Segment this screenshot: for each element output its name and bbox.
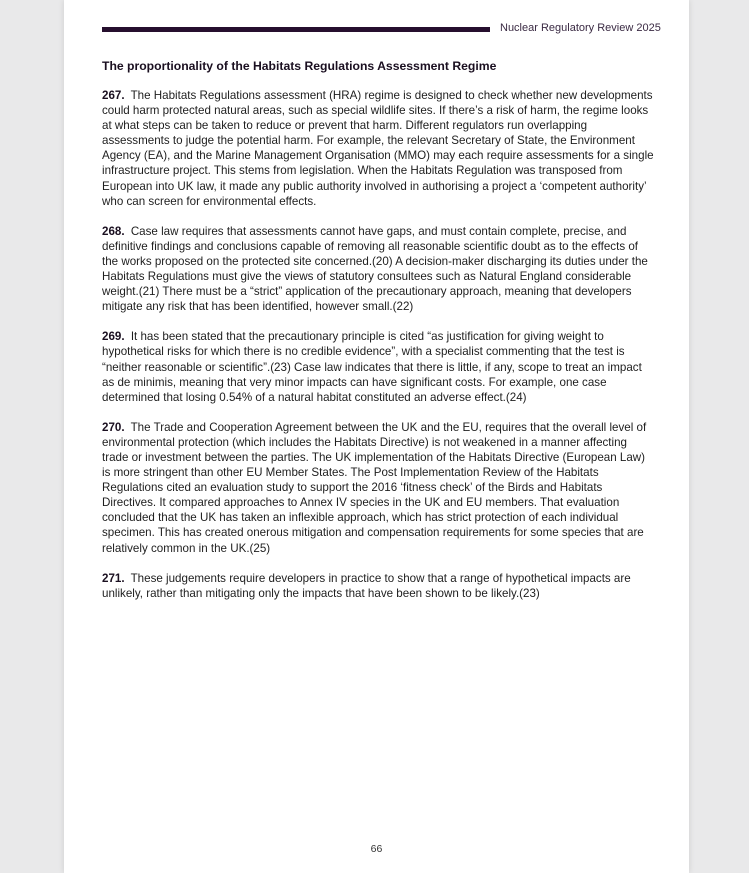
paragraph-number: 270.	[102, 420, 125, 434]
header-title: Nuclear Regulatory Review 2025	[500, 22, 661, 34]
section-title: The proportionality of the Habitats Regulations Assessment Regime	[102, 59, 497, 73]
paragraph-number: 269.	[102, 330, 125, 344]
header-rule	[102, 27, 490, 32]
paragraph-270	[102, 420, 654, 556]
paragraph-text: It has been stated that the precautionary principle is cited “as justification for giving weight to hypothetical risks for which there is no credible evidence”, with a specialist commenting that the test is “neither reasonable or scientific”.(23) Case law indicates that there is little, if any, scope to treat an impact as de minimis, meaning that very minor impacts can have significant costs. For example, one case determined that losing 0.54% of a natural habitat constituted an adverse effect.(24)	[102, 330, 642, 404]
paragraph-number: 268.	[102, 224, 125, 238]
paragraph-271	[102, 571, 654, 601]
page-number: 66	[370, 843, 383, 855]
paragraph-268	[102, 224, 654, 315]
paragraph-number: 271.	[102, 571, 125, 585]
content	[102, 58, 654, 616]
paragraph-text: The Trade and Cooperation Agreement between the UK and the EU, requires that the overall level of environmental protection (which includes the Habitats Directive) is not weakened in a manner affecting trade or investment between the parties. The UK implementation of the Habitats Directive (European Law) is more stringent than other EU Member States. The Post Implementation Review of the Habitats Regulations cited an evaluation study to support the 2016 ‘fitness check’ of the Birds and Habitats Directives. It compared approaches to Annex IV species in the UK and EU members. That evaluation concluded that the UK has taken an inflexible approach, which has strict protection of each individual specimen. This has created onerous mitigation and compensation requirements for some species that are relatively common in the UK.(25)	[102, 420, 647, 555]
paragraph-269	[102, 329, 654, 404]
paragraph-number: 267.	[102, 89, 125, 102]
paragraph-text: These judgements require developers in practice to show that a range of hypothetical impacts are unlikely, rather than mitigating only the impacts that have been shown to be likely.(23)	[102, 571, 631, 600]
document-page	[64, 0, 689, 873]
paragraph-text: The Habitats Regulations assessment (HRA) regime is designed to check whether new developments could harm protected natural areas, such as special wildlife sites. If there’s a risk of harm, the regime looks at what steps can be taken to reduce or prevent that harm. Different regulators run overlapping assessments to judge the potential harm. For example, the relevant Secretary of State, the Environment Agency (EA), and the Marine Management Organisation (MMO) may each require assessments for a single infrastructure project. This stems from legislation. When the Habitats Regulation was transposed from European into UK law, it made any public authority involved in authorising a project a ‘competent authority’ who can screen for environmental effects.	[102, 89, 654, 208]
paragraph-267	[102, 88, 654, 209]
paragraph-text: Case law requires that assessments cannot have gaps, and must contain complete, precise, and definitive findings and conclusions capable of removing all reasonable scientific doubt as to the effects of the works proposed on the protected site concerned.(20) A decision-maker discharging its duties under the Habitats Regulations must give the views of statutory consultees such as Natural England considerable weight.(21) There must be a “strict” application of the precautionary approach, meaning that developers mitigate any risk that has been identified, however small.(22)	[102, 224, 648, 314]
